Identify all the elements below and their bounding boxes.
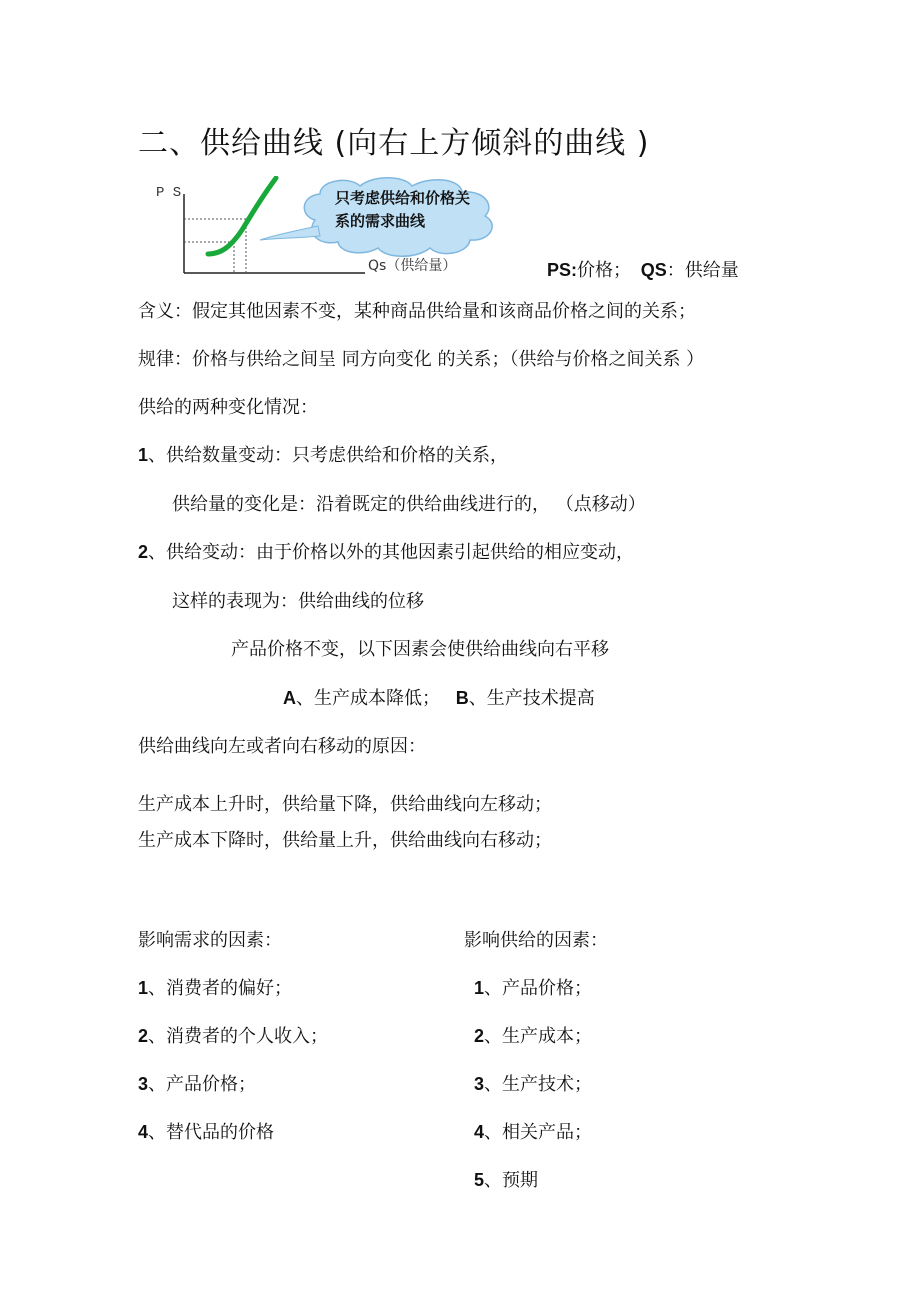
supply-factor-number: 4 <box>474 1122 485 1142</box>
item-2-number: 2 <box>138 542 149 562</box>
legend-qs-value: ：供给量 <box>666 260 739 281</box>
demand-factor-text: 、替代品的价格 <box>148 1122 275 1143</box>
supply-factor-item <box>474 1022 592 1048</box>
factor-b-text: 、生产技术提高 <box>468 688 595 709</box>
item-1 <box>138 441 508 467</box>
supply-curve-figure <box>150 176 550 286</box>
supply-factor-number: 5 <box>474 1170 485 1190</box>
factors-ab-line <box>283 684 595 710</box>
bubble-text-line1: 只考虑供给和价格关 <box>335 189 471 207</box>
demand-factor-item <box>138 1022 328 1048</box>
bubble-text-line2: 系的需求曲线 <box>335 212 426 230</box>
item-2-text: 、供给变动：由于价格以外的其他因素引起供给的相应变动， <box>148 542 635 563</box>
supply-factor-item <box>474 1118 592 1144</box>
shift-reason-heading: 供给曲线向左或者向右移动的原因： <box>138 736 426 757</box>
axis-legend <box>547 256 739 282</box>
supply-factor-text: 、相关产品； <box>484 1122 593 1143</box>
supply-factor-number: 3 <box>474 1074 485 1094</box>
supply-factor-text: 、产品价格； <box>484 978 593 999</box>
supply-factor-item <box>474 1166 538 1192</box>
y-axis-label: P S <box>156 185 182 201</box>
supply-factor-text: 、生产成本； <box>484 1026 593 1047</box>
supply-factor-text: 、生产技术； <box>484 1074 593 1095</box>
demand-factor-text: 、消费者的偏好； <box>148 978 293 999</box>
right-shift-note: 产品价格不变，以下因素会使供给曲线向右平移 <box>231 639 609 660</box>
item-1-detail: 供给量的变化是：沿着既定的供给曲线进行的， （点移动） <box>172 494 646 515</box>
demand-factor-item <box>138 1070 256 1096</box>
supply-factor-number: 1 <box>474 978 485 998</box>
demand-factor-item <box>138 1118 274 1144</box>
cost-up-line: 生产成本上升时，供给量下降，供给曲线向左移动； <box>138 794 552 815</box>
bubble-tail <box>260 226 320 240</box>
demand-factor-number: 2 <box>138 1026 149 1046</box>
item-1-text: 、供给数量变动：只考虑供给和价格的关系， <box>148 445 509 466</box>
legend-ps-key: PS: <box>547 260 578 280</box>
item-1-number: 1 <box>138 445 149 465</box>
supply-curve <box>208 178 276 254</box>
supply-factors-heading: 影响供给的因素： <box>464 930 608 951</box>
supply-factor-text: 、预期 <box>484 1170 539 1191</box>
section-title: 二、供给曲线 (向右上方倾斜的曲线 ) <box>138 126 650 161</box>
cost-down-line: 生产成本下降时，供给量上升，供给曲线向右移动； <box>138 830 552 851</box>
x-axis-label: Qs（供给量） <box>368 258 457 274</box>
two-changes-heading: 供给的两种变化情况： <box>138 397 318 418</box>
item-2 <box>138 538 634 564</box>
legend-ps-value: 价格； <box>577 260 632 281</box>
demand-factor-item <box>138 974 292 1000</box>
rule-line: 规律：价格与供给之间呈 同方向变化 的关系；（供给与价格之间关系 ） <box>138 349 705 370</box>
demand-factor-number: 1 <box>138 978 149 998</box>
demand-factor-number: 4 <box>138 1122 149 1142</box>
demand-factor-text: 、产品价格； <box>148 1074 257 1095</box>
factor-a-key: A <box>283 688 296 708</box>
supply-factor-item <box>474 974 592 1000</box>
demand-factor-text: 、消费者的个人收入； <box>148 1026 329 1047</box>
cloud-bubble <box>260 178 492 257</box>
demand-factor-number: 3 <box>138 1074 149 1094</box>
supply-factor-number: 2 <box>474 1026 485 1046</box>
supply-factor-item <box>474 1070 592 1096</box>
legend-qs-key: QS <box>640 260 667 280</box>
definition-line: 含义：假定其他因素不变，某种商品供给量和该商品价格之间的关系； <box>138 301 696 322</box>
demand-factors-heading: 影响需求的因素： <box>138 930 282 951</box>
item-2-detail: 这样的表现为：供给曲线的位移 <box>172 591 424 612</box>
factor-a-text: 、生产成本降低； <box>296 688 440 709</box>
factor-b-key: B <box>455 688 469 708</box>
